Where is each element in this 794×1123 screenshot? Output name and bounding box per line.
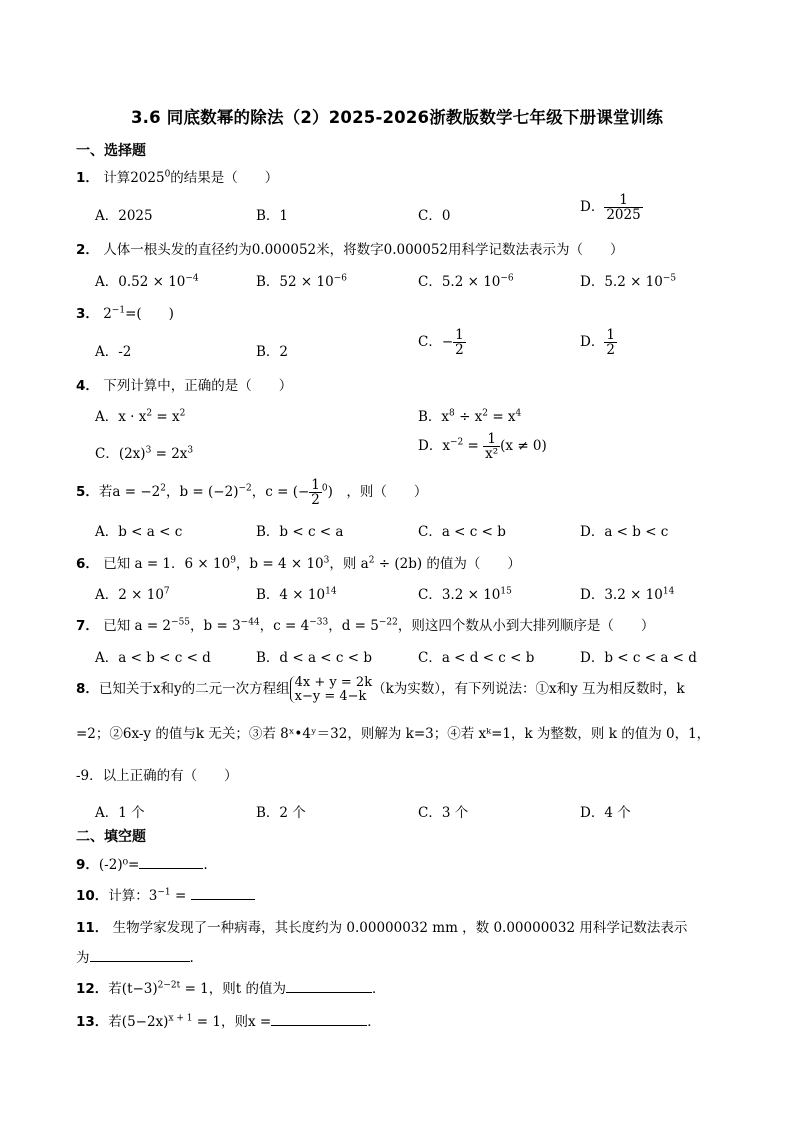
- q11-line-2: 为 .: [76, 950, 194, 966]
- q8-option-b: B．2 个: [256, 805, 306, 821]
- q2-option-c: C．$5.2 \times 10^{-6}$: [418, 273, 514, 290]
- q6-number: 6．: [76, 556, 99, 572]
- q1-option-c: C．0: [418, 208, 451, 224]
- q1-optd-fraction: [604, 193, 642, 222]
- q3-option-d: D． $\frac{1}{2}$: [580, 327, 615, 359]
- q8-line-2: =2；②6x-y 的值与k 无关；③若 8ˣ•4ʸ＝32，则解为 k=3；④若 xᵏ=1，k 为整数，则 k 的值为 0，1，: [76, 726, 711, 742]
- question-1: [76, 166, 278, 186]
- q5-option-c: C．a < c < b: [418, 524, 506, 540]
- question-2: [76, 238, 624, 258]
- q5-option-d: D．a < b < c: [580, 524, 669, 540]
- section-choice: 一、选择题: [76, 143, 146, 159]
- q6-option-b: B．$4 \times 10^{14}$: [256, 586, 337, 603]
- question-13: 13．若$(5-2x)^{x + 1} = 1$，则x = ．: [76, 1013, 381, 1030]
- q1-sup: 0: [164, 169, 171, 180]
- q4-number: 4．: [76, 378, 99, 394]
- q7-option-b: B．d < a < c < b: [256, 650, 372, 666]
- q1-text-b: 的结果是（ ）: [170, 170, 279, 186]
- q7-number: 7．: [76, 618, 99, 634]
- question-9: 9．(-2)⁰= .: [76, 857, 208, 873]
- q13-answer-blank[interactable]: [271, 1013, 367, 1026]
- q12-number: 12．: [76, 981, 109, 997]
- q1-optd-label: D．: [580, 199, 605, 216]
- q6-option-d: D．$3.2 \times 10^{14}$: [580, 586, 675, 603]
- question-12: 12．若$(t-3)^{2-2t} = 1$，则t 的值为 ．: [76, 980, 386, 997]
- question-11: 11． 生物学家发现了一种病毒，其长度约为 0.00000032 mm ，数 0.00000032 用科学记数法表示: [76, 920, 688, 936]
- q2-text: 人体一根头发的直径约为0.000052米，将数字0.000052用科学记数法表示为（ ）: [103, 242, 624, 258]
- q2-option-d: D．$5.2 \times 10^{-5}$: [580, 273, 677, 290]
- question-7: 7． 已知 $a = 2^{-55}$，$b = 3^{-44}$，$c = 4^{-33}$，$d = 5^{-22}$，则这四个数从小到大排列顺序是（ ）: [76, 617, 655, 634]
- q1-text-a: 计算2025: [103, 170, 165, 186]
- q10-answer-blank[interactable]: [191, 887, 255, 900]
- q2-number: 2．: [76, 242, 99, 258]
- q5-option-b: B．b < c < a: [256, 524, 344, 540]
- q11-answer-blank[interactable]: [90, 949, 190, 962]
- page-title: 3.6 同底数幂的除法（2）2025-2026浙教版数学七年级下册课堂训练: [130, 108, 664, 127]
- q4-option-c: C．$(2x)^3 = 2x^3$: [95, 445, 194, 462]
- q7-option-c: C．a < d < c < b: [418, 650, 535, 666]
- q1-optd-num: 1: [604, 193, 642, 208]
- q8-option-c: C．3 个: [418, 805, 469, 821]
- question-6: 6． 已知 a = 1．$6 \times 10^9$，$b = 4 \times 10^3$，则 $a^2 \div (2b)$ 的值为（ ）: [76, 555, 521, 572]
- q9-answer-blank[interactable]: [139, 856, 203, 869]
- q9-number: 9．: [76, 857, 99, 873]
- q2-option-a: A．$0.52 \times 10^{-4}$: [95, 273, 199, 290]
- q4-option-d: D．$x^{-2}$ = $\frac{1}{\text{x²}}$ (x ≠ 0): [418, 431, 547, 463]
- q6-option-a: A．$2 \times 10^7$: [95, 586, 170, 603]
- q3-option-a: A．-2: [95, 344, 132, 360]
- q6-option-c: C．$3.2 \times 10^{15}$: [418, 586, 512, 603]
- q4-option-b: B．$x^8 \div x^2 = x^4$: [418, 408, 522, 425]
- q10-number: 10．: [76, 888, 109, 904]
- q4-option-a: A．$x \cdot x^2 = x^2$: [95, 408, 186, 425]
- q8-number: 8．: [76, 681, 99, 698]
- q8-option-d: D．4 个: [580, 805, 631, 821]
- question-5: 5．若$a = -2^2$，$b = (-2)^{-2}$，c = (− $\frac{1}{2}$ $^0$) ，则（ ）: [76, 477, 428, 509]
- q1-option-b: B．1: [256, 208, 289, 224]
- question-10: 10．计算：$3^{-1}$ =: [76, 884, 255, 904]
- q3-number: 3．: [76, 306, 99, 322]
- q8-line-3: -9．以上正确的有（ ）: [76, 768, 238, 784]
- q7-option-a: A．a < b < c < d: [95, 650, 211, 666]
- q3-option-b: B．2: [256, 344, 289, 360]
- q2-option-b: B．$52 \times 10^{-6}$: [256, 273, 347, 290]
- q13-number: 13．: [76, 1014, 109, 1030]
- q3-option-c: C．− $\frac{1}{2}$: [418, 327, 464, 359]
- q12-answer-blank[interactable]: [286, 980, 372, 993]
- q5-option-a: A．b < a < c: [95, 524, 183, 540]
- q1-number: 1．: [76, 170, 99, 186]
- question-3: 3． $2^{-1}=$( ): [76, 305, 174, 322]
- q7-option-d: D．b < c < a < d: [580, 650, 697, 666]
- q11-number: 11．: [76, 920, 109, 936]
- equation-system-brace: 4x + y = 2k x−y = 4−k: [290, 676, 372, 703]
- q1-option-d: [580, 193, 643, 222]
- q1-optd-den: 2025: [606, 207, 641, 224]
- question-4: 4． 下列计算中，正确的是（ ）: [76, 378, 293, 394]
- q8-option-a: A．1 个: [95, 805, 145, 821]
- q1-option-a: A．2025: [95, 208, 153, 224]
- section-fill: 二、填空题: [76, 829, 146, 845]
- q5-number: 5．: [76, 484, 99, 501]
- question-8: 8．已知关于x和y的二元一次方程组 4x + y = 2k x−y = 4−k （k为实数），有下列说法：①x和y 互为相反数时，k: [76, 675, 685, 704]
